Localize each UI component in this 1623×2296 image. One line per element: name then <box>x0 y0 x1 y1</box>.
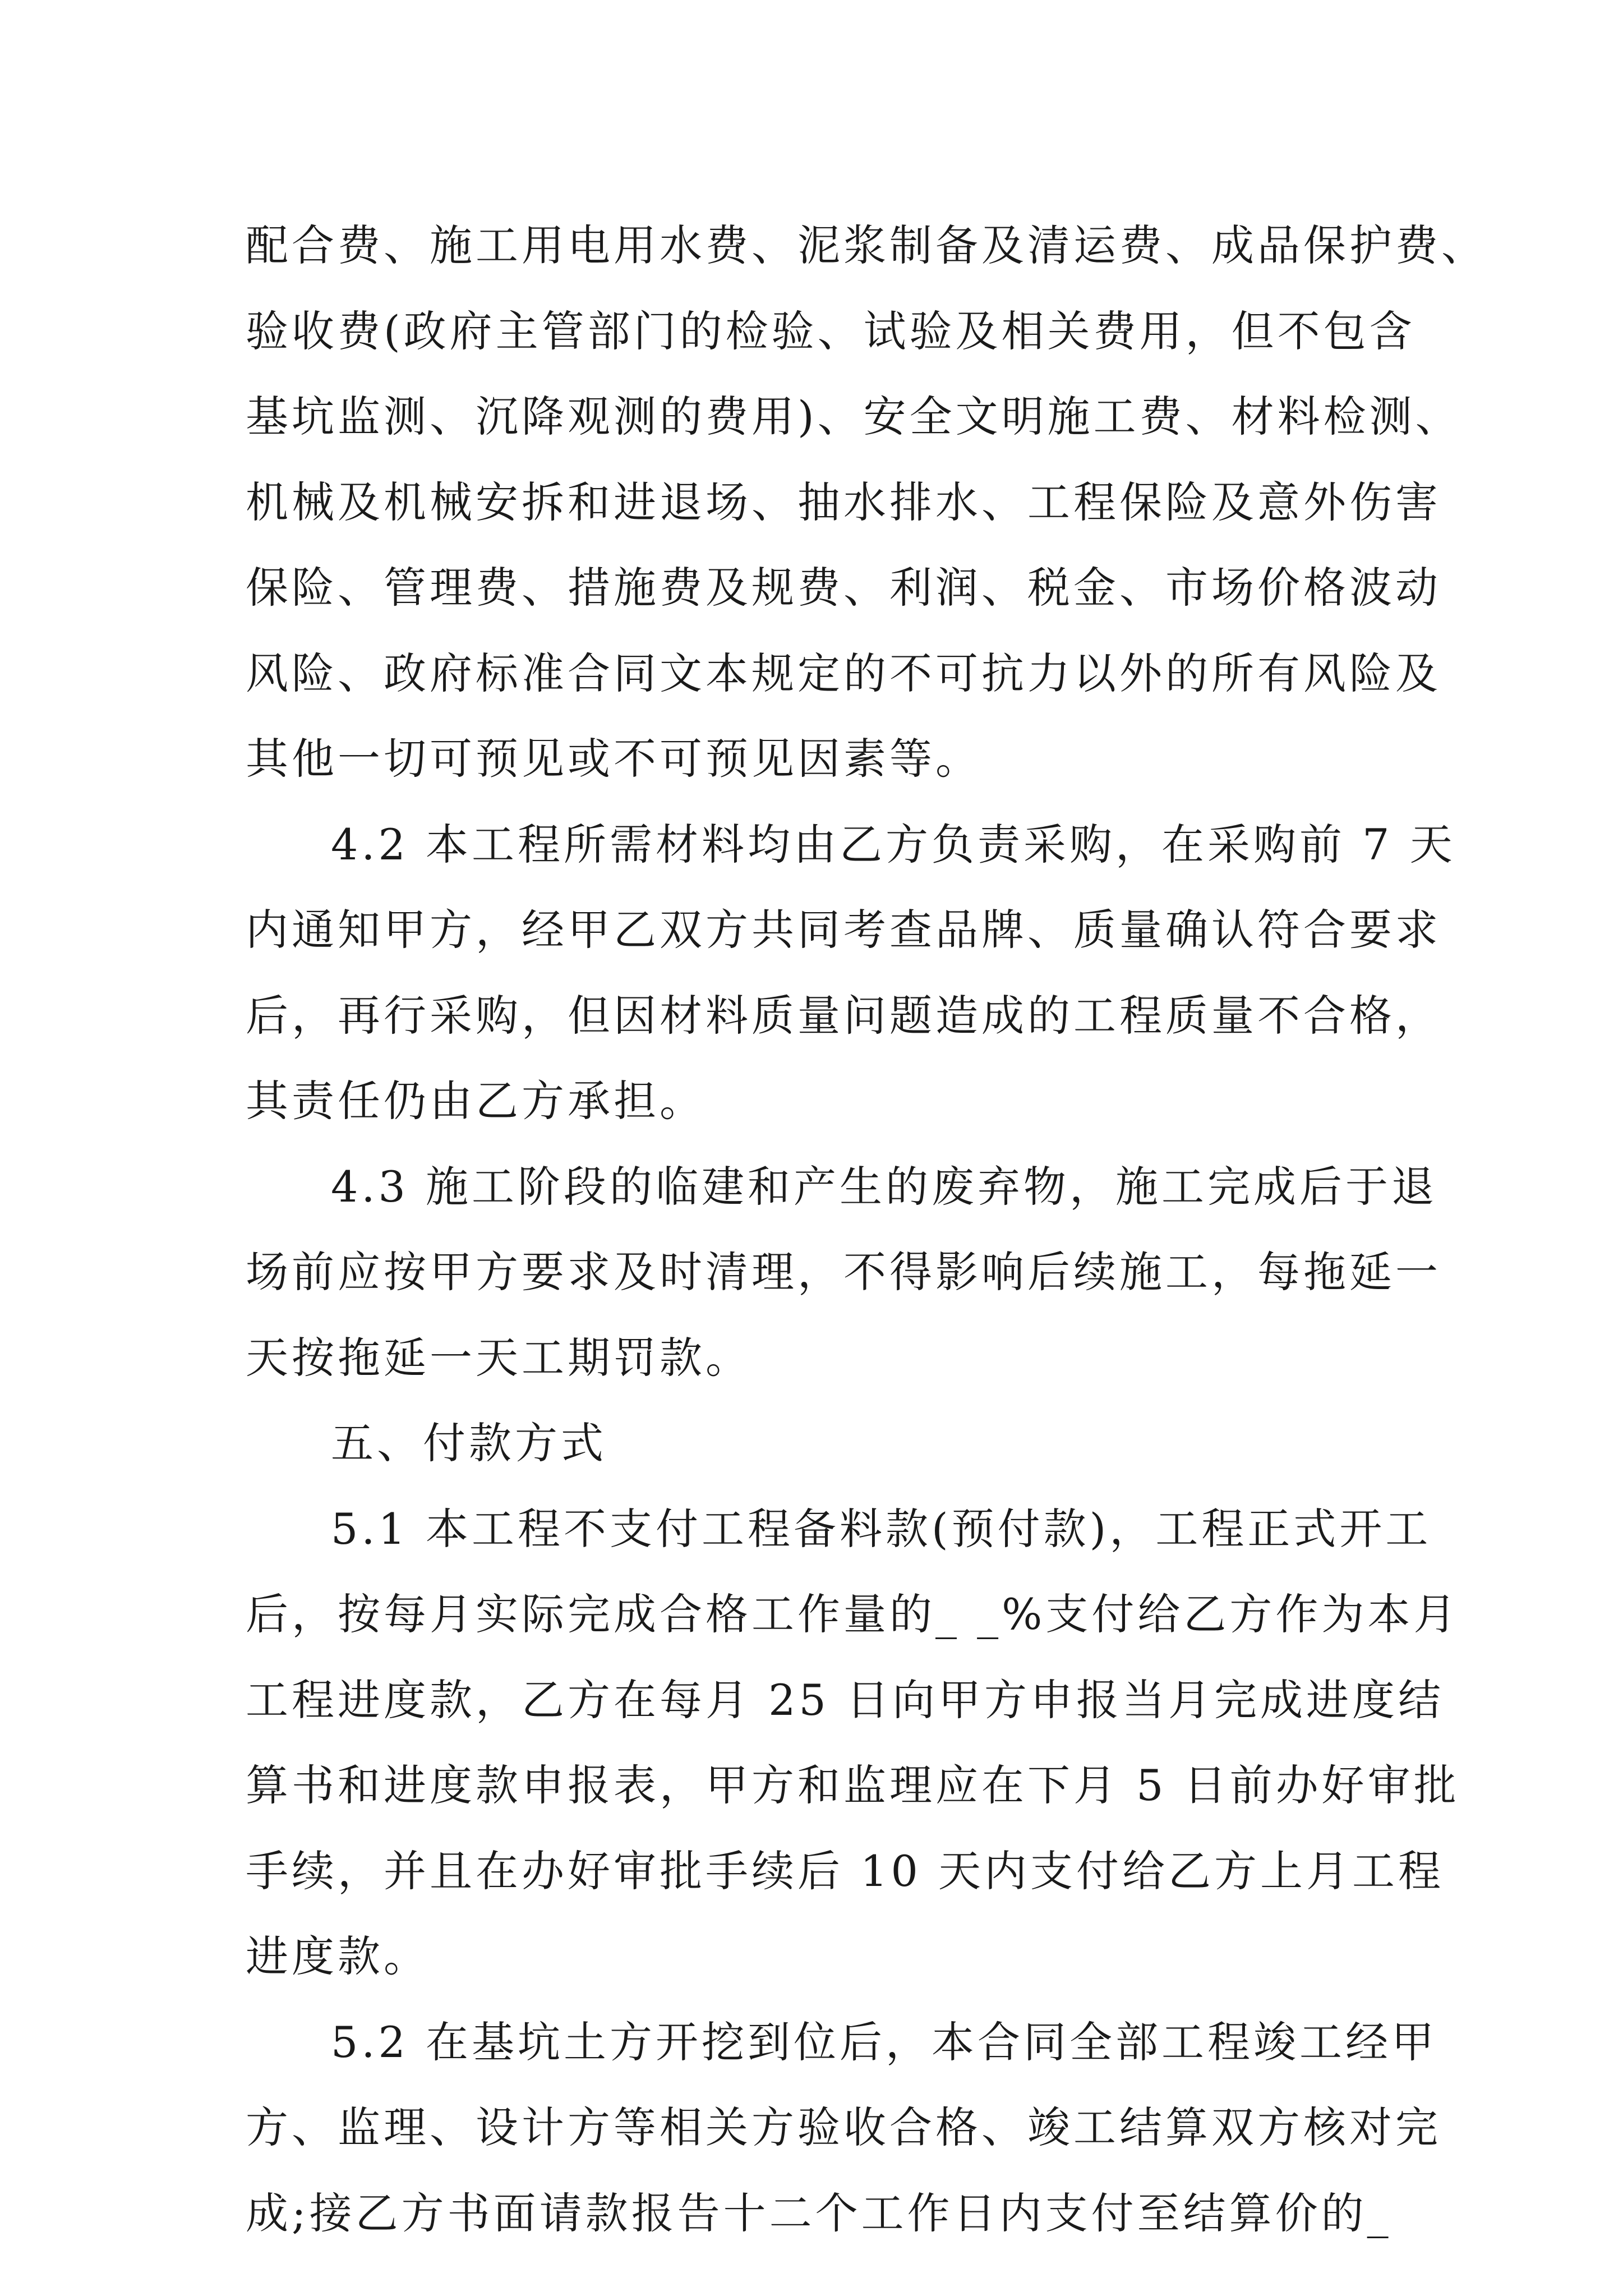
text-line: 手续，并且在办好审批手续后 10 天内支付给乙方上月工程 <box>246 1846 1445 1896</box>
paragraph-start-line: 5.2 在基坑土方开挖到位后，本合同全部工程竣工经甲 <box>331 2017 1438 2067</box>
text-line: 配合费、施工用电用水费、泥浆制备及清运费、成品保护费、 <box>246 220 1487 270</box>
text-line: 机械及机械安拆和进退场、抽水排水、工程保险及意外伤害 <box>246 477 1441 527</box>
text-line: 后，按每月实际完成合格工作量的_ _%支付给乙方作为本月 <box>246 1589 1460 1639</box>
text-line: 进度款。 <box>246 1931 430 1981</box>
text-line: 内通知甲方，经甲乙双方共同考查品牌、质量确认符合要求 <box>246 905 1441 955</box>
paragraph-start-line: 5.1 本工程不支付工程备料款(预付款)，工程正式开工 <box>331 1503 1432 1554</box>
text-line: 验收费(政府主管部门的检验、试验及相关费用，但不包含 <box>246 306 1415 356</box>
text-line: 其责任仍由乙方承担。 <box>246 1076 706 1126</box>
paragraph-start-line: 4.2 本工程所需材料均由乙方负责采购，在采购前 7 天 <box>331 819 1456 869</box>
text-line: 工程进度款，乙方在每月 25 日向甲方申报当月完成进度结 <box>246 1674 1445 1725</box>
body-text <box>246 203 1487 2256</box>
text-line: 天按拖延一天工期罚款。 <box>246 1332 751 1383</box>
paragraph-start-line: 4.3 施工阶段的临建和产生的废弃物，施工完成后于退 <box>331 1161 1438 1212</box>
text-line: 后，再行采购，但因材料质量问题造成的工程质量不合格， <box>246 990 1441 1041</box>
text-line: 方、监理、设计方等相关方验收合格、竣工结算双方核对完 <box>246 2102 1441 2152</box>
text-line: 算书和进度款申报表，甲方和监理应在下月 5 日前办好审批 <box>246 1760 1460 1810</box>
text-line: 基坑监测、沉降观测的费用)、安全文明施工费、材料检测、 <box>246 392 1461 441</box>
text-line: 场前应按甲方要求及时清理，不得影响后续施工，每拖延一 <box>246 1247 1441 1297</box>
section-heading: 五、付款方式 <box>331 1418 607 1468</box>
text-line: 保险、管理费、措施费及规费、利润、税金、市场价格波动 <box>246 563 1441 613</box>
text-line: 成;接乙方书面请款报告十二个工作日内支付至结算价的_ <box>246 2188 1392 2238</box>
text-line: 其他一切可预见或不可预见因素等。 <box>246 734 981 784</box>
text-line: 风险、政府标准合同文本规定的不可抗力以外的所有风险及 <box>246 648 1441 698</box>
